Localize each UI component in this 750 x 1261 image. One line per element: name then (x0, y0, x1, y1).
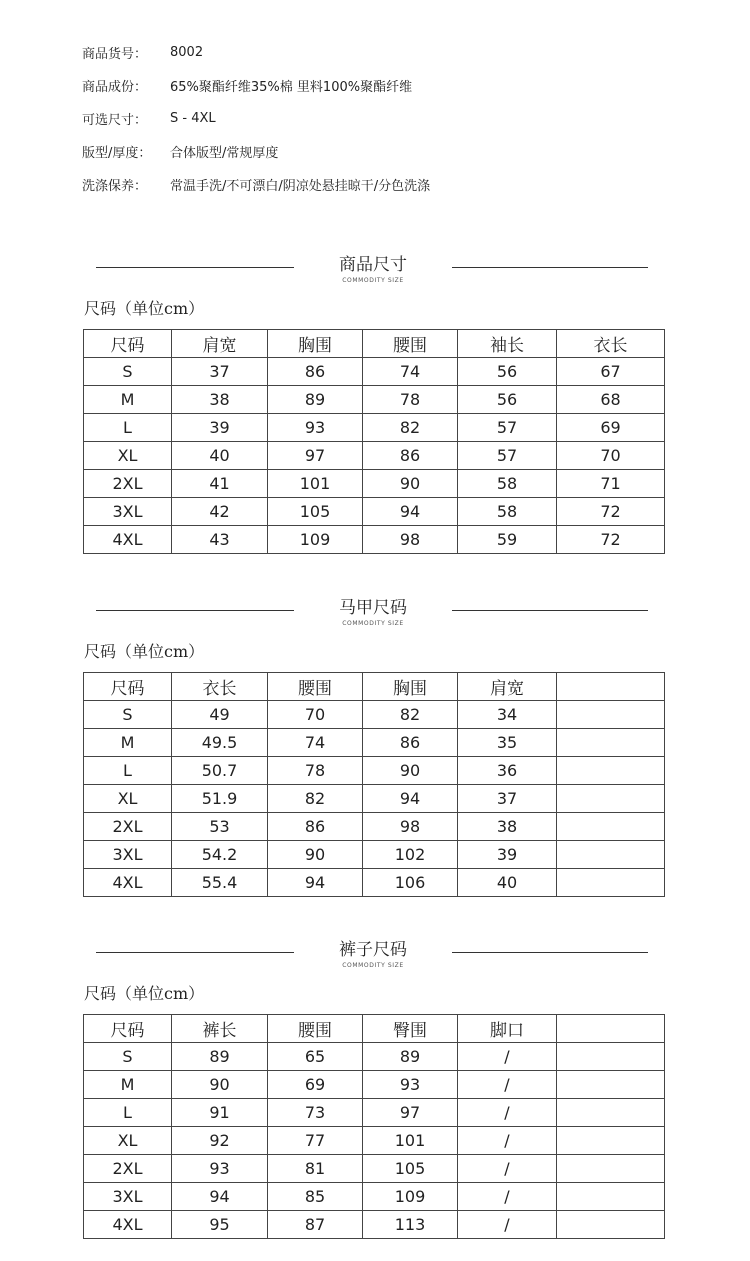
table-cell: 35 (458, 729, 557, 757)
column-header: 尺码 (84, 673, 172, 701)
table-cell: 56 (458, 358, 557, 386)
table-cell: 68 (557, 386, 665, 414)
table-cell: 41 (172, 470, 268, 498)
table-cell: 94 (172, 1183, 268, 1211)
table-cell: 2XL (84, 1155, 172, 1183)
table-cell (557, 1183, 665, 1211)
table-cell: 40 (458, 869, 557, 897)
column-header: 衣长 (557, 330, 665, 358)
table-cell: 86 (268, 358, 363, 386)
table-row (84, 1127, 665, 1155)
table-cell (557, 785, 665, 813)
table-row (84, 470, 665, 498)
section-subtitle: COMMODITY SIZE (342, 277, 404, 284)
table-cell (557, 1043, 665, 1071)
table-cell: 42 (172, 498, 268, 526)
table-cell: 105 (363, 1155, 458, 1183)
table-cell: / (458, 1183, 557, 1211)
table-cell: M (84, 386, 172, 414)
table-cell (557, 1211, 665, 1239)
table-cell: / (458, 1071, 557, 1099)
table-cell: 98 (363, 526, 458, 554)
table-cell: 49.5 (172, 729, 268, 757)
table-cell: 92 (172, 1127, 268, 1155)
table-cell (557, 1127, 665, 1155)
table-cell: 90 (268, 841, 363, 869)
column-header: 肩宽 (458, 673, 557, 701)
section-header (0, 597, 750, 637)
column-header: 尺码 (84, 330, 172, 358)
table-row (84, 701, 665, 729)
info-label: 商品货号： (82, 47, 148, 62)
table-cell: / (458, 1211, 557, 1239)
info-row-sku (82, 36, 430, 69)
info-label: 洗涤保养： (82, 179, 148, 194)
table-cell: 86 (363, 729, 458, 757)
table-row (84, 1183, 665, 1211)
table-header-row (84, 1015, 665, 1043)
section-header (0, 254, 750, 294)
table-row (84, 813, 665, 841)
unit-label: 尺码（单位cm） (84, 642, 205, 661)
table-row (84, 358, 665, 386)
info-label: 商品成份： (82, 80, 148, 95)
column-header (557, 1015, 665, 1043)
table-row (84, 1211, 665, 1239)
table-cell (557, 1071, 665, 1099)
table-cell: 34 (458, 701, 557, 729)
table-cell: XL (84, 1127, 172, 1155)
table-row (84, 841, 665, 869)
table-cell (557, 1099, 665, 1127)
table-cell: 3XL (84, 1183, 172, 1211)
table-cell: L (84, 1099, 172, 1127)
column-header (557, 673, 665, 701)
column-header: 胸围 (363, 673, 458, 701)
column-header: 胸围 (268, 330, 363, 358)
info-value: 65%聚酯纤维35%棉 里料100%聚酯纤维 (170, 80, 413, 95)
size-table (83, 329, 665, 554)
table-cell: 90 (363, 757, 458, 785)
table-cell: S (84, 1043, 172, 1071)
table-cell: 39 (172, 414, 268, 442)
column-header: 腰围 (268, 673, 363, 701)
table-cell: 82 (268, 785, 363, 813)
table-cell: L (84, 757, 172, 785)
table-cell: 3XL (84, 498, 172, 526)
table-row (84, 498, 665, 526)
table-cell: 59 (458, 526, 557, 554)
table-cell: 94 (363, 498, 458, 526)
table-cell: 65 (268, 1043, 363, 1071)
table-cell: 93 (268, 414, 363, 442)
table-row (84, 785, 665, 813)
table-cell (557, 869, 665, 897)
info-label: 可选尺寸： (82, 113, 148, 128)
table-cell: 97 (268, 442, 363, 470)
table-cell: 67 (557, 358, 665, 386)
unit-label: 尺码（单位cm） (84, 299, 205, 318)
table-cell: 58 (458, 470, 557, 498)
table-row (84, 386, 665, 414)
table-cell: 69 (557, 414, 665, 442)
table-cell: 58 (458, 498, 557, 526)
table-cell: 89 (363, 1043, 458, 1071)
table-cell: 82 (363, 414, 458, 442)
table-cell: 39 (458, 841, 557, 869)
table-cell (557, 813, 665, 841)
product-info (82, 36, 430, 201)
table-cell: M (84, 1071, 172, 1099)
column-header: 衣长 (172, 673, 268, 701)
table-cell: S (84, 358, 172, 386)
table-cell: 54.2 (172, 841, 268, 869)
table-cell: 70 (268, 701, 363, 729)
column-header: 尺码 (84, 1015, 172, 1043)
table-cell: 101 (268, 470, 363, 498)
table-cell: 109 (268, 526, 363, 554)
section-subtitle: COMMODITY SIZE (342, 620, 404, 627)
column-header: 腰围 (363, 330, 458, 358)
table-cell (557, 841, 665, 869)
table-row (84, 442, 665, 470)
table-cell: 4XL (84, 869, 172, 897)
table-cell: 51.9 (172, 785, 268, 813)
table-cell: 37 (172, 358, 268, 386)
table-cell: 74 (268, 729, 363, 757)
info-value: S - 4XL (170, 111, 216, 126)
column-header: 臀围 (363, 1015, 458, 1043)
column-header: 肩宽 (172, 330, 268, 358)
size-table (83, 672, 665, 897)
info-row-care (82, 168, 430, 201)
table-cell: 4XL (84, 526, 172, 554)
table-cell: 36 (458, 757, 557, 785)
table-cell: 86 (268, 813, 363, 841)
info-value: 8002 (170, 45, 204, 60)
table-cell: 2XL (84, 470, 172, 498)
table-cell: 105 (268, 498, 363, 526)
table-cell: L (84, 414, 172, 442)
section-header (0, 939, 750, 979)
table-cell: 101 (363, 1127, 458, 1155)
table-cell: 91 (172, 1099, 268, 1127)
table-cell (557, 757, 665, 785)
table-cell: 38 (172, 386, 268, 414)
table-cell: 56 (458, 386, 557, 414)
info-value: 常温手洗/不可漂白/阴凉处悬挂晾干/分色洗涤 (170, 179, 431, 194)
table-cell: 77 (268, 1127, 363, 1155)
table-cell: 81 (268, 1155, 363, 1183)
table-cell: 2XL (84, 813, 172, 841)
table-cell: 102 (363, 841, 458, 869)
column-header: 裤长 (172, 1015, 268, 1043)
table-cell: 89 (268, 386, 363, 414)
table-cell: 37 (458, 785, 557, 813)
table-cell: 90 (172, 1071, 268, 1099)
table-cell: 72 (557, 526, 665, 554)
table-cell: 82 (363, 701, 458, 729)
table-cell: 87 (268, 1211, 363, 1239)
column-header: 袖长 (458, 330, 557, 358)
info-row-sizes (82, 102, 430, 135)
table-cell: XL (84, 785, 172, 813)
table-cell: 57 (458, 442, 557, 470)
table-header-row (84, 330, 665, 358)
table-cell: 73 (268, 1099, 363, 1127)
section-title: 裤子尺码 (339, 940, 407, 960)
table-row (84, 1155, 665, 1183)
column-header: 腰围 (268, 1015, 363, 1043)
table-cell: 94 (268, 869, 363, 897)
table-cell: 38 (458, 813, 557, 841)
unit-label: 尺码（单位cm） (84, 984, 205, 1003)
column-header: 脚口 (458, 1015, 557, 1043)
table-row (84, 869, 665, 897)
table-cell: 57 (458, 414, 557, 442)
info-row-material (82, 69, 430, 102)
table-cell: M (84, 729, 172, 757)
table-cell: 86 (363, 442, 458, 470)
table-cell: 95 (172, 1211, 268, 1239)
table-row (84, 1043, 665, 1071)
table-header-row (84, 673, 665, 701)
table-cell: 78 (268, 757, 363, 785)
table-cell: 43 (172, 526, 268, 554)
table-cell: 85 (268, 1183, 363, 1211)
table-row (84, 1071, 665, 1099)
table-cell (557, 701, 665, 729)
table-cell: / (458, 1099, 557, 1127)
table-cell: 50.7 (172, 757, 268, 785)
table-cell: / (458, 1127, 557, 1155)
table-cell: 113 (363, 1211, 458, 1239)
table-row (84, 1099, 665, 1127)
table-cell: 40 (172, 442, 268, 470)
table-cell: / (458, 1043, 557, 1071)
table-cell: 93 (363, 1071, 458, 1099)
table-cell: 53 (172, 813, 268, 841)
info-value: 合体版型/常规厚度 (170, 146, 279, 161)
size-table (83, 1014, 665, 1239)
table-cell: 98 (363, 813, 458, 841)
table-cell: 4XL (84, 1211, 172, 1239)
info-row-fit (82, 135, 430, 168)
section-title: 商品尺寸 (339, 255, 407, 275)
info-label: 版型/厚度： (82, 146, 152, 161)
table-cell: 106 (363, 869, 458, 897)
table-cell: 89 (172, 1043, 268, 1071)
table-cell: 78 (363, 386, 458, 414)
table-cell: 3XL (84, 841, 172, 869)
table-cell: 49 (172, 701, 268, 729)
table-cell: / (458, 1155, 557, 1183)
section-title: 马甲尺码 (339, 598, 407, 618)
table-cell: 55.4 (172, 869, 268, 897)
table-row (84, 729, 665, 757)
table-cell: S (84, 701, 172, 729)
table-cell: 90 (363, 470, 458, 498)
table-cell: 70 (557, 442, 665, 470)
table-cell: 93 (172, 1155, 268, 1183)
table-cell: 74 (363, 358, 458, 386)
table-cell: 94 (363, 785, 458, 813)
table-cell: 97 (363, 1099, 458, 1127)
table-cell: 71 (557, 470, 665, 498)
table-cell: XL (84, 442, 172, 470)
table-row (84, 414, 665, 442)
table-cell (557, 729, 665, 757)
table-row (84, 757, 665, 785)
table-cell (557, 1155, 665, 1183)
section-subtitle: COMMODITY SIZE (342, 962, 404, 969)
table-cell: 72 (557, 498, 665, 526)
table-row (84, 526, 665, 554)
table-cell: 109 (363, 1183, 458, 1211)
table-cell: 69 (268, 1071, 363, 1099)
